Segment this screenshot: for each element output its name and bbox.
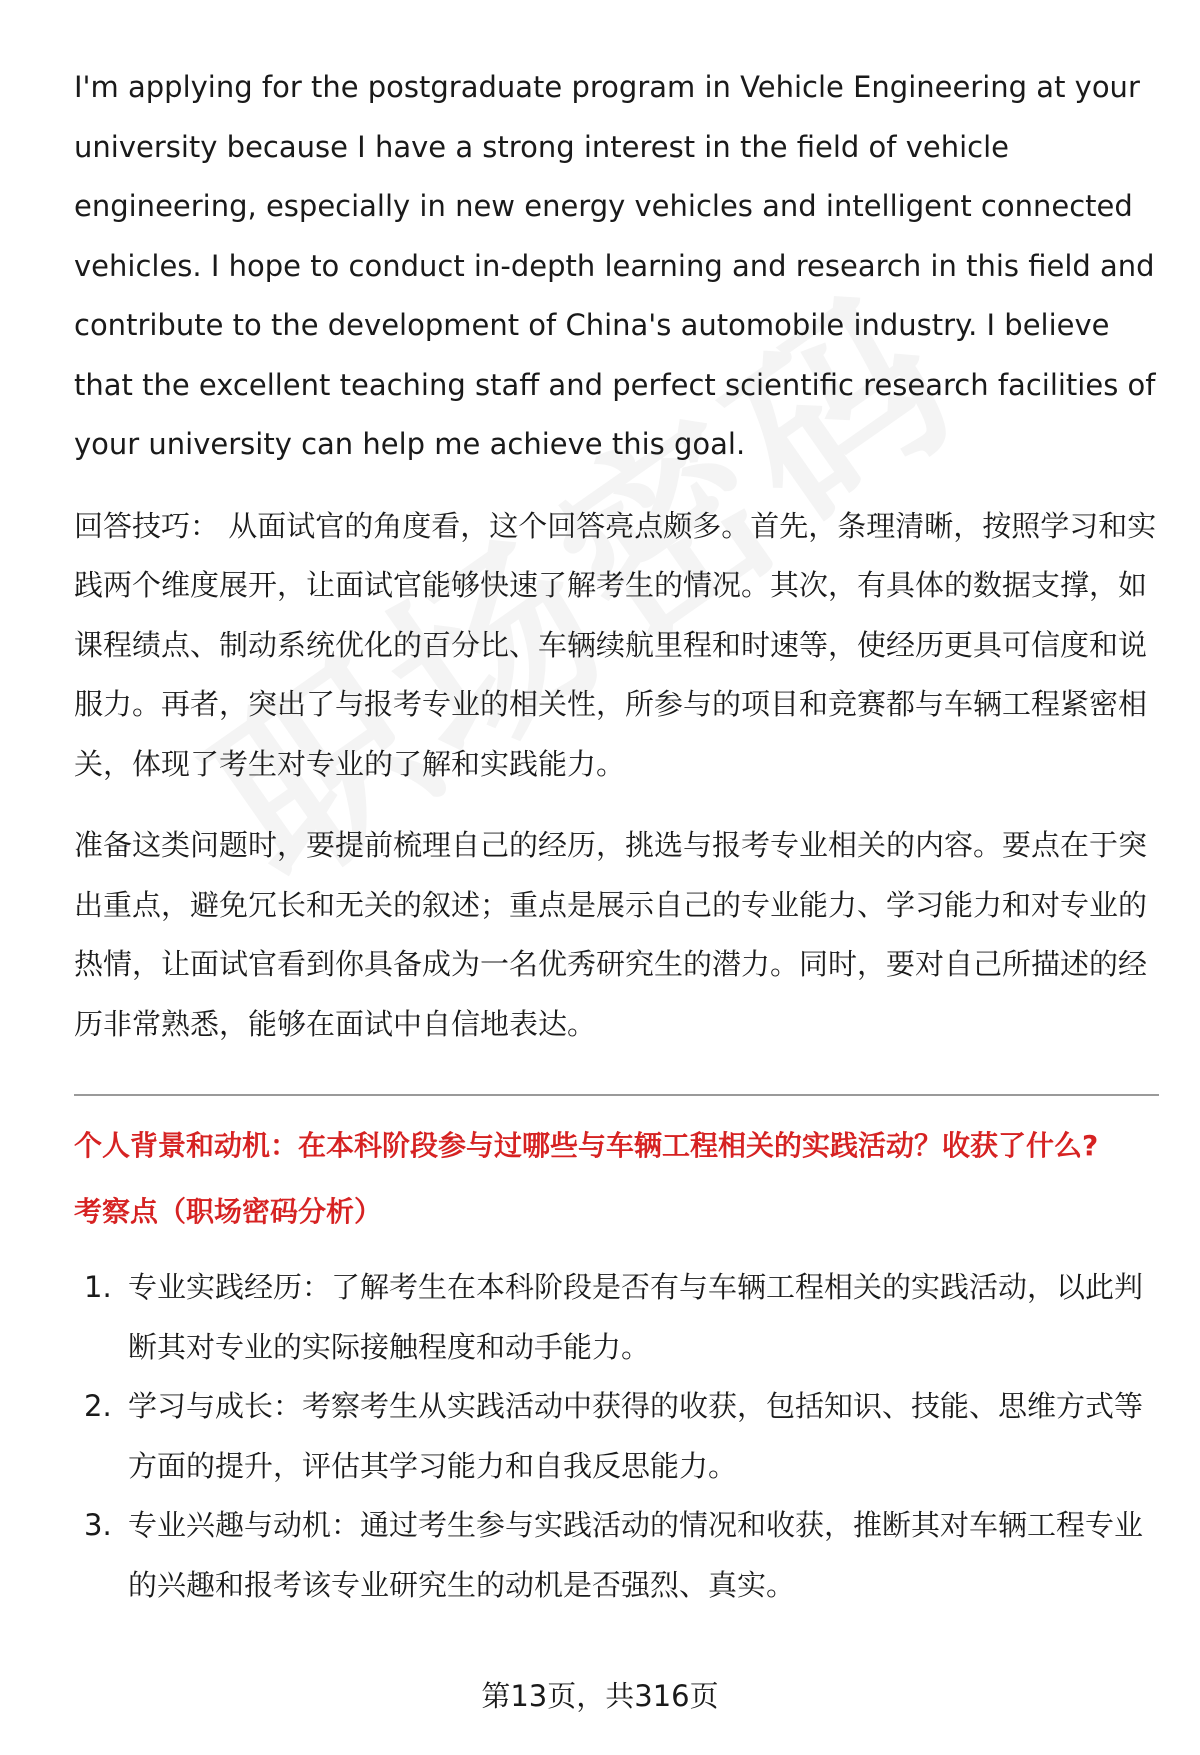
tips-paragraph: 回答技巧： 从面试官的角度看，这个回答亮点颇多。首先，条理清晰，按照学习和实践两个维度展开，让面试官能够快速了解考生的情况。其次，有具体的数据支撑，如课程绩点、制动系统优化的百分比、车辆续航里程和时速等，使经历更具可信度和说服力。再者，突出了与报考专业的相关性，所参与的项目和竞赛都与车辆工程紧密相关，体现了考生对专业的了解和实践能力。 (74, 508, 1157, 781)
section-divider (74, 1094, 1159, 1096)
list-item (74, 1258, 1159, 1377)
list-item (74, 1377, 1159, 1496)
list-item-text: 学习与成长：考察考生从实践活动中获得的收获，包括知识、技能、思维方式等方面的提升，评估其学习能力和自我反思能力。 (128, 1389, 1144, 1483)
question-heading: 个人背景和动机：在本科阶段参与过哪些与车辆工程相关的实践活动？收获了什么? (74, 1129, 1099, 1162)
intro-paragraph-en: I'm applying for the postgraduate program in Vehicle Engineering at your university because I have a strong interest in the field of vehicle engineering, especially in new energy vehicles and intelligent connected vehicles. I hope to conduct in-depth learning and research in this field and contribute to the development of China's automobile industry. I believe that the excellent teaching staff and perfect scientific research facilities of your university can help me achieve this goal. (74, 70, 1156, 461)
prep-paragraph: 准备这类问题时，要提前梳理自己的经历，挑选与报考专业相关的内容。要点在于突出重点，避免冗长和无关的叙述；重点是展示自己的专业能力、学习能力和对专业的热情，让面试官看到你具备成为一名优秀研究生的潜力。同时，要对自己所描述的经历非常熟悉，能够在面试中自信地表达。 (74, 828, 1148, 1041)
point-heading: 考察点（职场密码分析） (74, 1195, 383, 1228)
list-item-number: 2. (84, 1389, 112, 1423)
page-footer: 第13页，共316页 (481, 1679, 719, 1713)
list-item-number: 3. (84, 1508, 112, 1542)
list-item (74, 1496, 1159, 1615)
page-content (74, 58, 1159, 1615)
list-item-text: 专业兴趣与动机：通过考生参与实践活动的情况和收获，推断其对车辆工程专业的兴趣和报考该专业研究生的动机是否强烈、真实。 (128, 1508, 1144, 1602)
list-item-number: 1. (84, 1270, 112, 1304)
list-item-text: 专业实践经历：了解考生在本科阶段是否有与车辆工程相关的实践活动，以此判断其对专业的实际接触程度和动手能力。 (128, 1270, 1144, 1364)
points-list (74, 1258, 1159, 1615)
